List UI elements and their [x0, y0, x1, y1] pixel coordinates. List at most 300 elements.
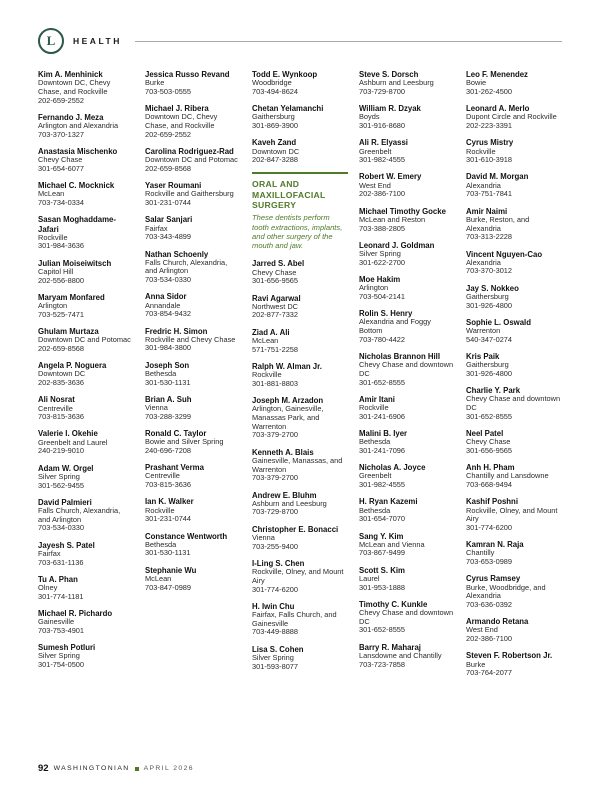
- entry-phone: 703-288-3299: [145, 411, 192, 421]
- entry-name: Ghulam Murtaza: [38, 327, 99, 337]
- entry-locations: Chevy Chase and downtown DC: [466, 394, 561, 413]
- entry-locations: Arlington, Gainesville, Manassas Park, and Warrenton: [252, 404, 324, 431]
- entry-locations: Rockville, Olney, and Mount Airy: [252, 567, 344, 585]
- entry-locations: Burke: [466, 659, 486, 669]
- directory-entry: [359, 241, 455, 268]
- entry-phone: 202-877-7332: [252, 310, 299, 320]
- entry-name: Leonard A. Merlo: [466, 104, 530, 114]
- directory-entry: [145, 327, 241, 354]
- entry-locations: Falls Church, Alexandria, and Arlington: [38, 505, 121, 524]
- entry-locations: Rockville, Olney, and Mount Airy: [466, 505, 558, 524]
- entry-name: David M. Morgan: [466, 172, 529, 182]
- entry-name: Cyrus Ramsey: [466, 574, 521, 584]
- entry-locations: Warrenton: [466, 326, 501, 336]
- entry-phone: 703-370-3012: [466, 266, 513, 276]
- section-label: HEALTH: [73, 36, 122, 46]
- directory-entry: [38, 181, 134, 208]
- entry-name: Sophie L. Oswald: [466, 317, 531, 327]
- entry-locations: Ashburn and Leesburg: [359, 78, 434, 88]
- entry-name: Jay S. Nokkeo: [466, 283, 519, 293]
- entry-phone: 571-751-2258: [252, 344, 299, 354]
- entry-name: Kenneth A. Blais: [252, 447, 314, 457]
- entry-name: Nicholas Brannon Hill: [359, 351, 441, 361]
- entry-phone: 703-503-0555: [145, 86, 192, 96]
- logo-letter: L: [46, 33, 56, 48]
- entry-locations: Chevy Chase: [38, 155, 83, 165]
- entry-phone: 703-729-8700: [359, 86, 406, 96]
- entry-locations: Burke: [145, 78, 165, 88]
- entry-locations: Downtown DC and Potomac: [38, 335, 131, 345]
- entry-name: Joseph Son: [145, 360, 190, 370]
- entry-phone: 703-734-0334: [38, 198, 85, 208]
- entry-name: Andrew E. Bluhm: [252, 490, 317, 500]
- entry-locations: Bethesda: [145, 539, 177, 549]
- entry-locations: Downtown DC and Potomac: [145, 155, 238, 165]
- directory-entry: [145, 566, 241, 593]
- entry-locations: Greenbelt: [359, 471, 392, 481]
- entry-phone: 301-654-6077: [38, 163, 85, 173]
- entry-phone: 301-916-8680: [359, 121, 406, 131]
- entry-phone: 202-659-8568: [145, 163, 192, 173]
- entry-name: Moe Hakim: [359, 274, 401, 284]
- entry-phone: 703-764-2077: [466, 668, 513, 678]
- entry-phone: 703-668-9494: [466, 480, 513, 490]
- entry-phone: 703-867-9499: [359, 548, 406, 558]
- entry-locations: McLean: [252, 335, 279, 345]
- entry-locations: Olney: [38, 583, 58, 593]
- entry-name: Chetan Yelamanchi: [252, 104, 324, 114]
- entry-locations: Greenbelt and Laurel: [38, 437, 108, 447]
- entry-locations: Gainesville: [38, 617, 75, 627]
- directory-entry: [466, 172, 562, 199]
- directory-entry: [145, 250, 241, 285]
- directory-entry: [252, 294, 348, 321]
- entry-phone: 202-847-3288: [252, 155, 299, 165]
- entry-locations: McLean and Reston: [359, 214, 426, 224]
- directory-column: [252, 70, 348, 686]
- entry-name: Angela P. Noguera: [38, 361, 107, 371]
- entry-locations: Silver Spring: [38, 651, 80, 661]
- entry-locations: Bethesda: [145, 368, 177, 378]
- entry-phone: 703-729-8700: [252, 507, 299, 517]
- entry-name: Salar Sanjari: [145, 215, 193, 225]
- entry-phone: 301-262-4500: [466, 86, 513, 96]
- entry-locations: Bowie and Silver Spring: [145, 437, 224, 447]
- directory-entry: [145, 104, 241, 139]
- directory-entry: [359, 352, 455, 387]
- entry-phone: 301-652-8555: [466, 411, 513, 421]
- entry-phone: 301-881-8803: [252, 378, 299, 388]
- directory-entry: [359, 275, 455, 302]
- entry-phone: 301-926-4800: [466, 368, 513, 378]
- entry-name: I-Ling S. Chen: [252, 558, 305, 568]
- entry-name: Michael Timothy Gocke: [359, 206, 446, 216]
- entry-name: Vincent Nguyen-Cao: [466, 249, 543, 259]
- directory-entry: [145, 395, 241, 422]
- entry-phone: 301-562-9455: [38, 480, 85, 490]
- directory-entry: [466, 207, 562, 242]
- entry-name: Jessica Russo Revand: [145, 70, 230, 79]
- entry-phone: 301-953-1888: [359, 582, 406, 592]
- directory-column: [38, 70, 134, 686]
- directory-entry: [252, 525, 348, 552]
- entry-name: Barry R. Maharaj: [359, 642, 421, 652]
- entry-locations: Gaithersburg: [466, 291, 509, 301]
- directory-entry: [466, 284, 562, 311]
- directory-column: [145, 70, 241, 686]
- entry-name: Ali Nosrat: [38, 395, 75, 405]
- directory-entry: [38, 541, 134, 568]
- entry-name: Michael R. Pichardo: [38, 609, 113, 618]
- directory-entry: [38, 147, 134, 174]
- entry-name: Constance Wentworth: [145, 531, 228, 541]
- entry-name: Leonard J. Goldman: [359, 240, 435, 250]
- entry-name: Stephanie Wu: [145, 565, 197, 575]
- entry-locations: Alexandria: [466, 180, 501, 190]
- entry-phone: 301-656-9565: [466, 445, 513, 455]
- entry-phone: 703-815-3636: [145, 480, 192, 490]
- entry-name: Christopher E. Bonacci: [252, 524, 339, 534]
- entry-phone: 301-530-1131: [145, 548, 191, 558]
- entry-phone: 301-774-6200: [252, 584, 299, 594]
- entry-phone: 703-854-9432: [145, 309, 192, 319]
- entry-name: Maryam Monfared: [38, 292, 105, 302]
- entry-name: Lisa S. Cohen: [252, 644, 304, 654]
- entry-phone: 301-231-0744: [145, 514, 192, 524]
- entry-name: Adam W. Orgel: [38, 463, 94, 473]
- entry-name: Jayesh S. Patel: [38, 540, 95, 550]
- entry-phone: 301-652-8555: [359, 625, 406, 635]
- entry-phone: 301-652-8555: [359, 377, 406, 387]
- directory-entry: [38, 395, 134, 422]
- entry-name: Charlie Y. Park: [466, 386, 521, 396]
- entry-locations: Downtown DC: [38, 369, 86, 379]
- entry-name: Cyrus Mistry: [466, 138, 514, 148]
- entry-locations: Centreville: [145, 471, 180, 481]
- entry-locations: Chantilly: [466, 548, 495, 558]
- entry-phone: 703-723-7858: [359, 659, 406, 669]
- entry-name: Yaser Roumani: [145, 181, 202, 191]
- entry-locations: Downtown DC, Chevy Chase, and Rockville: [38, 78, 111, 96]
- directory-entry: [359, 600, 455, 635]
- entry-phone: 202-659-2552: [145, 129, 192, 139]
- entry-locations: Chevy Chase: [466, 437, 511, 447]
- directory-entry: [466, 463, 562, 490]
- directory-entry: [359, 497, 455, 524]
- entry-name: William R. Dzyak: [359, 104, 421, 114]
- entry-phone: 301-241-6906: [359, 411, 406, 421]
- directory-entry: [359, 104, 455, 131]
- entry-name: Julian Moiseiwitsch: [38, 258, 112, 268]
- entry-name: Ralph W. Alman Jr.: [252, 361, 322, 371]
- entry-phone: 703-313-2228: [466, 232, 513, 242]
- entry-locations: Downtown DC, Chevy Chase, and Rockville: [145, 112, 218, 131]
- entry-phone: 703-753-4901: [38, 625, 85, 635]
- entry-phone: 703-534-0330: [38, 523, 85, 533]
- entry-name: Ravi Agarwal: [252, 293, 301, 303]
- directory-entry: [359, 643, 455, 670]
- entry-phone: 301-622-2700: [359, 257, 406, 267]
- entry-locations: Vienna: [252, 532, 275, 542]
- directory-entry: [359, 429, 455, 456]
- directory-entry: [359, 207, 455, 234]
- directory-entry: [38, 327, 134, 354]
- entry-locations: Laurel: [359, 573, 380, 583]
- page-number: 92: [38, 763, 49, 774]
- entry-locations: Chevy Chase and downtown DC: [359, 360, 454, 378]
- entry-locations: Boyds: [359, 112, 380, 122]
- directory-entry: [252, 396, 348, 440]
- entry-locations: Silver Spring: [359, 248, 401, 258]
- directory-entry: [145, 532, 241, 559]
- section-title: ORAL AND MAXILLOFACIAL SURGERY: [252, 179, 326, 211]
- entry-locations: Chevy Chase and downtown DC: [359, 608, 454, 626]
- page-header: [38, 28, 562, 54]
- entry-phone: 301-869-3900: [252, 121, 299, 131]
- directory-entry: [38, 575, 134, 602]
- entry-phone: 301-984-3636: [38, 241, 85, 251]
- entry-name: Carolina Rodriguez-Rad: [145, 147, 234, 157]
- entry-name: Steve S. Dorsch: [359, 70, 419, 79]
- entry-locations: Bethesda: [359, 437, 391, 447]
- entry-phone: 703-370-1327: [38, 129, 85, 139]
- directory-column: [466, 70, 562, 686]
- directory-entry: [38, 293, 134, 320]
- directory-entry: [466, 574, 562, 609]
- entry-phone: 202-659-8568: [38, 343, 85, 353]
- directory-entry: [466, 617, 562, 644]
- entry-name: Todd E. Wynkoop: [252, 70, 318, 79]
- directory-entry: [252, 491, 348, 518]
- entry-phone: 703-388-2805: [359, 223, 406, 233]
- directory-entry: [466, 386, 562, 421]
- entry-name: Joseph M. Arzadon: [252, 396, 324, 406]
- entry-locations: Silver Spring: [38, 471, 80, 481]
- header-rule: [135, 41, 562, 42]
- entry-phone: 703-379-2700: [252, 473, 299, 483]
- entry-locations: Rockville: [252, 370, 282, 380]
- entry-locations: Ashburn and Leesburg: [252, 498, 327, 508]
- entry-locations: Rockville: [145, 505, 175, 515]
- entry-phone: 703-449-8888: [252, 627, 299, 637]
- entry-name: Robert W. Emery: [359, 172, 422, 182]
- entry-phone: 301-593-8077: [252, 661, 299, 671]
- entry-locations: West End: [359, 180, 391, 190]
- directory-entry: [359, 566, 455, 593]
- entry-name: Brian A. Suh: [145, 394, 192, 404]
- entry-name: Anh H. Pham: [466, 463, 515, 473]
- entry-name: Anastasia Mischenko: [38, 147, 118, 157]
- entry-name: Kim A. Menhinick: [38, 70, 103, 79]
- entry-name: H. Iwin Chu: [252, 601, 295, 611]
- entry-locations: Burke, Woodbridge, and Alexandria: [466, 582, 546, 601]
- directory-entry: [38, 259, 134, 286]
- entry-phone: 540-347-0274: [466, 334, 513, 344]
- entry-locations: Bethesda: [359, 505, 391, 515]
- entry-phone: 703-534-0330: [145, 275, 192, 285]
- directory-entry: [38, 215, 134, 251]
- entry-name: Kaveh Zand: [252, 138, 297, 148]
- directory-entry: [466, 318, 562, 345]
- directory-entry: [252, 559, 348, 594]
- entry-locations: Arlington: [359, 283, 389, 293]
- entry-name: Nicholas A. Joyce: [359, 463, 426, 473]
- entry-locations: West End: [466, 625, 498, 635]
- entry-name: Valerie I. Okehie: [38, 429, 98, 439]
- magazine-name: WASHINGTONIAN: [53, 765, 130, 772]
- directory-entry: [359, 172, 455, 199]
- entry-phone: 301-654-7070: [359, 514, 406, 524]
- page-footer: [38, 763, 194, 774]
- entry-locations: Downtown DC: [252, 146, 300, 156]
- entry-phone: 703-631-1136: [38, 557, 84, 567]
- directory-entry: [252, 138, 348, 165]
- entry-locations: Gainesville, Manassas, and Warrenton: [252, 455, 343, 474]
- entry-name: Nathan Schoenly: [145, 249, 209, 259]
- entry-name: Anna Sidor: [145, 292, 187, 302]
- entry-locations: Fairfax: [38, 548, 61, 558]
- entry-phone: 301-754-0500: [38, 660, 85, 670]
- directory-entry: [359, 463, 455, 490]
- directory-entry: [359, 309, 455, 344]
- entry-phone: 202-223-3391: [466, 121, 513, 131]
- entry-name: Ronald C. Taylor: [145, 429, 207, 439]
- entry-phone: 703-379-2700: [252, 430, 299, 440]
- entry-locations: Rockville and Gaithersburg: [145, 189, 234, 199]
- section-rule: [252, 172, 348, 174]
- directory-entry: [359, 395, 455, 422]
- entry-name: Fredric H. Simon: [145, 326, 208, 336]
- entry-locations: Woodbridge: [252, 78, 292, 88]
- entry-phone: 240-696-7208: [145, 445, 192, 455]
- directory-entry: [145, 181, 241, 208]
- directory-entry: [145, 215, 241, 242]
- directory-entry: [466, 540, 562, 567]
- section-description: These dentists perform tooth extractions, implants, and other surgery of the mouth and jaw.: [252, 213, 343, 251]
- entry-phone: 202-835-3636: [38, 378, 85, 388]
- entry-name: Michael J. Ribera: [145, 104, 209, 114]
- entry-phone: 301-982-4555: [359, 155, 406, 165]
- entry-phone: 202-386-7100: [359, 189, 406, 199]
- specialty-section-header: [252, 172, 348, 250]
- entry-name: Timothy C. Kunkle: [359, 599, 428, 609]
- directory-entry: [38, 609, 134, 636]
- directory-entry: [252, 645, 348, 672]
- entry-phone: 703-847-0989: [145, 582, 192, 592]
- directory-entry: [38, 429, 134, 456]
- entry-phone: 202-659-2552: [38, 95, 85, 105]
- entry-name: Neel Patel: [466, 429, 504, 439]
- entry-locations: Lansdowne and Chantilly: [359, 650, 442, 660]
- entry-name: Kashif Poshni: [466, 497, 518, 507]
- entry-locations: Chevy Chase: [252, 267, 297, 277]
- entry-name: Sasan Moghaddame-Jafari: [38, 215, 116, 234]
- entry-name: Ian K. Walker: [145, 497, 194, 507]
- entry-locations: Arlington and Alexandria: [38, 121, 119, 131]
- entry-locations: Centreville: [38, 403, 73, 413]
- entry-locations: Rockville: [359, 403, 389, 413]
- entry-locations: McLean and Vienna: [359, 539, 425, 549]
- directory-entry: [145, 147, 241, 174]
- directory-entry: [145, 70, 241, 97]
- entry-locations: Annandale: [145, 300, 181, 310]
- entry-name: Michael C. Mocknick: [38, 181, 115, 191]
- footer-separator-square: [135, 767, 139, 771]
- directory-entry: [145, 292, 241, 319]
- directory-entry: [38, 464, 134, 491]
- entry-name: Rolin S. Henry: [359, 309, 413, 319]
- entry-locations: Alexandria: [466, 257, 501, 267]
- directory-entry: [359, 70, 455, 97]
- entry-name: Ziad A. Ali: [252, 327, 290, 337]
- directory-entry: [252, 602, 348, 637]
- entry-name: Steven F. Robertson Jr.: [466, 651, 553, 661]
- entry-locations: Fairfax: [145, 223, 168, 233]
- entry-phone: 703-751-7841: [466, 189, 513, 199]
- entry-name: Jarred S. Abel: [252, 259, 305, 269]
- directory-entry: [466, 70, 562, 97]
- entry-phone: 301-231-0744: [145, 198, 192, 208]
- directory-entry: [38, 498, 134, 533]
- entry-phone: 202-556-8800: [38, 275, 85, 285]
- entry-phone: 301-610-3918: [466, 155, 513, 165]
- directory-entry: [38, 643, 134, 670]
- entry-phone: 301-984-3800: [145, 343, 192, 353]
- entry-locations: Burke, Reston, and Alexandria: [466, 214, 530, 233]
- directory-column: [359, 70, 455, 686]
- entry-name: Prashant Verma: [145, 463, 204, 473]
- entry-phone: 301-530-1131: [145, 377, 191, 387]
- entry-phone: 202-386-7100: [466, 634, 513, 644]
- entry-name: Kris Paik: [466, 351, 500, 361]
- entry-locations: Chantilly and Lansdowne: [466, 471, 549, 481]
- entry-phone: 703-504-2141: [359, 291, 406, 301]
- entry-locations: Silver Spring: [252, 652, 294, 662]
- entry-phone: 301-241-7096: [359, 445, 406, 455]
- directory-entry: [252, 259, 348, 286]
- entry-locations: Dupont Circle and Rockville: [466, 112, 557, 122]
- directory-entry: [359, 138, 455, 165]
- entry-locations: Arlington: [38, 301, 68, 311]
- directory-entry: [466, 138, 562, 165]
- entry-name: David Palmieri: [38, 497, 92, 507]
- entry-name: Leo F. Menendez: [466, 70, 528, 79]
- entry-locations: Bowie: [466, 78, 487, 88]
- entry-name: Kamran N. Raja: [466, 540, 524, 550]
- entry-phone: 301-926-4800: [466, 300, 513, 310]
- entry-name: Amir Naimi: [466, 206, 508, 216]
- entry-locations: Rockville: [38, 232, 68, 242]
- entry-locations: Rockville: [466, 146, 496, 156]
- directory-entry: [145, 463, 241, 490]
- directory-entry: [252, 104, 348, 131]
- entry-phone: 703-780-4422: [359, 334, 406, 344]
- entry-phone: 703-343-4899: [145, 232, 192, 242]
- directory-entry: [359, 532, 455, 559]
- directory-entry: [38, 113, 134, 140]
- entry-locations: Vienna: [145, 403, 168, 413]
- directory-entry: [466, 352, 562, 379]
- health-section-logo: [38, 28, 64, 54]
- directory-entry: [38, 70, 134, 105]
- entry-phone: 301-774-6200: [466, 523, 513, 532]
- entry-phone: 703-653-0989: [466, 557, 513, 567]
- entry-name: Armando Retana: [466, 617, 529, 627]
- entry-locations: Gaithersburg: [466, 360, 509, 370]
- entry-locations: Fairfax, Falls Church, and Gainesville: [252, 609, 337, 628]
- entry-name: Amir Itani: [359, 394, 395, 404]
- entry-locations: Gaithersburg: [252, 112, 295, 122]
